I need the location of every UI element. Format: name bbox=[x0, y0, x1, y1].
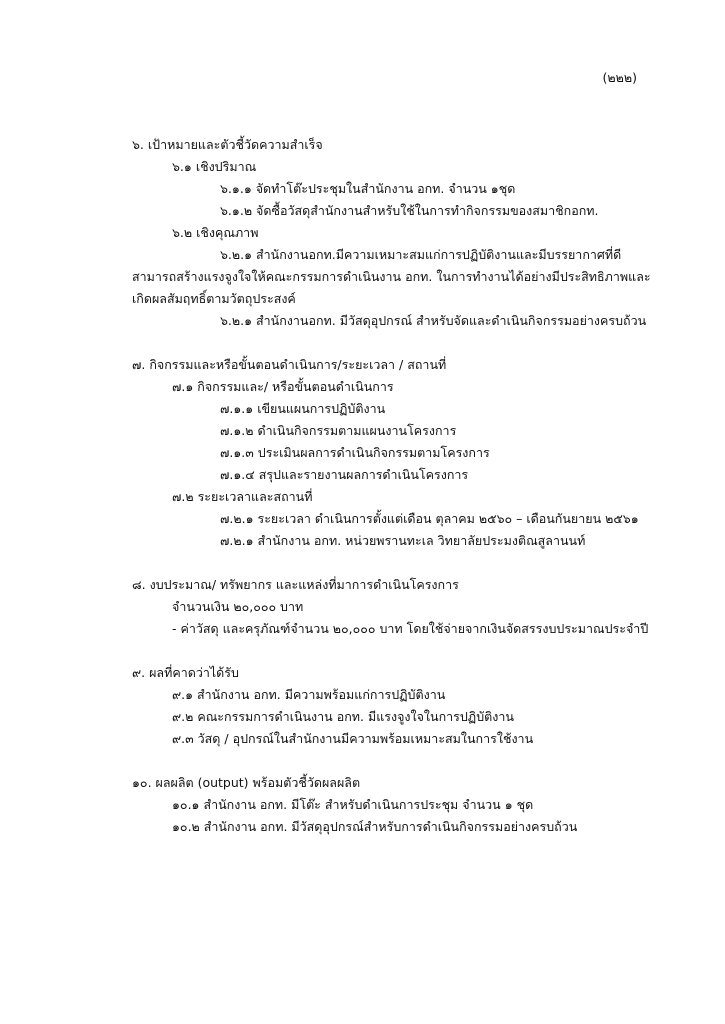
section-7-heading: ๗. กิจกรรมและหรือขั้นตอนดำเนินการ/ระยะเวลา / สถานที่ bbox=[132, 357, 447, 372]
budget-detail: - ค่าวัสดุ และครุภัณฑ์จำนวน ๒๐,๐๐๐ บาท โดยใช้จ่ายจากเงินจัดสรรงบประมาณประจำปี bbox=[172, 621, 649, 636]
section-7-1-item: ๗.๑.๑ เขียนแผนการปฏิบัติงาน bbox=[220, 401, 386, 416]
output-item: ๑๐.๑ สำนักงาน อกท. มีโต๊ะ สำหรับดำเนินการประชุม จำนวน ๑ ชุด bbox=[172, 797, 534, 812]
section-6-2-paragraph-line: ๖.๒.๑ สำนักงานอกท.มีความเหมาะสมแก่การปฏิบัติงานและมีบรรยากาศที่ดี bbox=[220, 247, 622, 262]
section-6-1-item: ๖.๑.๒ จัดซื้อวัสดุสำนักงานสำหรับใช้ในการทำกิจกรรมของสมาชิกอกท. bbox=[220, 203, 599, 218]
section-7-1-item: ๗.๑.๔ สรุปและรายงานผลการดำเนินโครงการ bbox=[220, 467, 469, 482]
section-6-heading: ๖. เป้าหมายและตัวชี้วัดความสำเร็จ bbox=[132, 137, 323, 152]
section-6-2-item: ๖.๒.๑ สำนักงานอกท. มีวัสดุอุปกรณ์ สำหรับจัดและดำเนินกิจกรรมอย่างครบถ้วน bbox=[220, 313, 647, 328]
expected-result-item: ๙.๒ คณะกรรมการดำเนินงาน อกท. มีแรงจูงใจในการปฏิบัติงาน bbox=[172, 709, 514, 724]
section-6-1-heading: ๖.๑ เชิงปริมาณ bbox=[172, 159, 257, 174]
section-10-heading: ๑๐. ผลผลิต (output) พร้อมตัวชี้วัดผลผลิต bbox=[132, 775, 361, 790]
section-9-heading: ๙. ผลที่คาดว่าได้รับ bbox=[132, 665, 239, 680]
section-7-1-item: ๗.๑.๒ ดำเนินกิจกรรมตามแผนงานโครงการ bbox=[220, 423, 457, 438]
budget-amount: จำนวนเงิน ๒๐,๐๐๐ บาท bbox=[172, 599, 304, 614]
section-6-1-item: ๖.๑.๑ จัดทำโต๊ะประชุมในสำนักงาน อกท. จำนวน ๑ชุด bbox=[220, 181, 516, 196]
section-7-2-item: ๗.๒.๑ สำนักงาน อกท. หน่วยพรานทะเล วิทยาลัยประมงติณสูลานนท์ bbox=[220, 533, 586, 548]
section-7-2-item: ๗.๒.๑ ระยะเวลา ดำเนินการตั้งแต่เดือน ตุลาคม ๒๕๖๐ – เดือนกันยายน ๒๕๖๑ bbox=[220, 511, 639, 526]
section-8-heading: ๘. งบประมาณ/ ทรัพยากร และแหล่งที่มาการดำเนินโครงการ bbox=[132, 577, 459, 592]
section-6-2-paragraph-line: สามารถสร้างแรงจูงใจให้คณะกรรมการดำเนินงาน อกท. ในการทำงานได้อย่างมีประสิทธิภาพและ bbox=[132, 269, 651, 284]
expected-result-item: ๙.๓ วัสดุ / อุปกรณ์ในสำนักงานมีความพร้อมเหมาะสมในการใช้งาน bbox=[172, 731, 534, 746]
section-7-2-heading: ๗.๒ ระยะเวลาและสถานที่ bbox=[172, 489, 313, 504]
section-7-1-heading: ๗.๑ กิจกรรมและ/ หรือขั้นตอนดำเนินการ bbox=[172, 379, 394, 394]
section-6-2-paragraph-line: เกิดผลสัมฤทธิ์ตามวัตถุประสงค์ bbox=[132, 291, 296, 306]
output-item: ๑๐.๒ สำนักงาน อกท. มีวัสดุอุปกรณ์สำหรับการดำเนินกิจกรรมอย่างครบถ้วน bbox=[172, 819, 578, 834]
section-7-1-item: ๗.๑.๓ ประเมินผลการดำเนินกิจกรรมตามโครงการ bbox=[220, 445, 490, 460]
expected-result-item: ๙.๑ สำนักงาน อกท. มีความพร้อมแก่การปฏิบัติงาน bbox=[172, 687, 446, 702]
page-number: (๒๒๒) bbox=[602, 70, 637, 85]
section-6-2-heading: ๖.๒ เชิงคุณภาพ bbox=[172, 225, 259, 240]
